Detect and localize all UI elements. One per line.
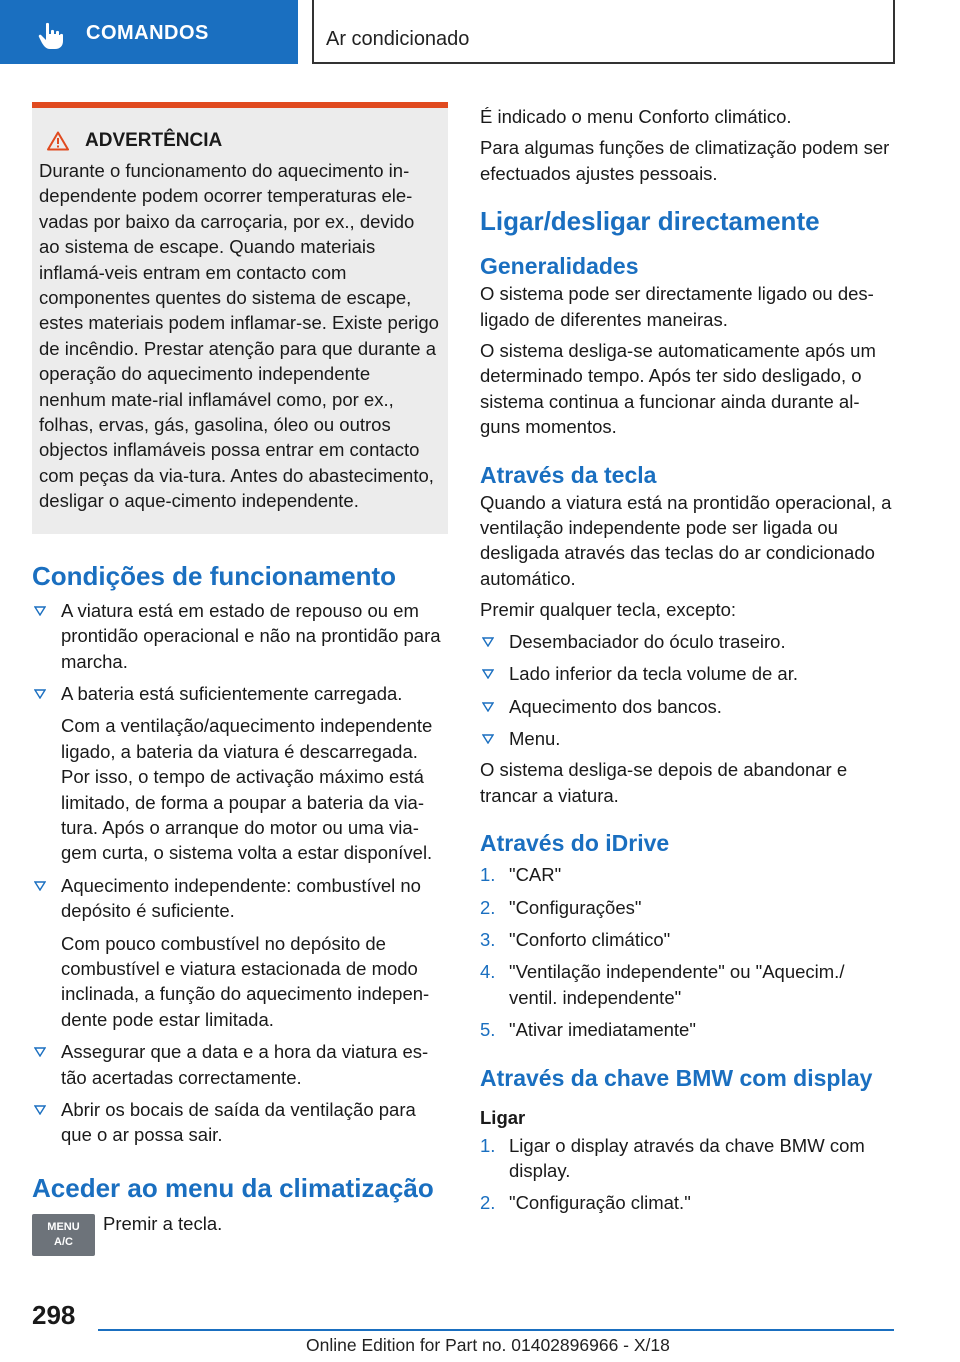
switch-on-steps bbox=[480, 1133, 896, 1216]
warning-text: Durante o funcionamento do aquecimento in-dependente podem ocorrer temperaturas ele-vadas por baixo da carroçaria, por ex., devido ao sistema de escape. Quando materiais inflamá-veis entram em contacto com componentes quentes do sistema de escape, estes materiais podem inflamar-se. Existe perigo de incêndio. Prestar atenção para que durante a operação do aquecimento independente nenhum mate-rial inflamável como, por ex., folhas, ervas, gás, gasolina, óleo ou outros objectos inflamáveis possa entrar em contacto com peças da via-tura. Antes do abastecimento, desligar o aque-cimento independente. bbox=[39, 160, 439, 512]
list-item: 1. Ligar o display através da chave BMW com display. bbox=[480, 1134, 865, 1181]
personal-settings-text: Para algumas funções de climatização podem ser efectuados ajustes pessoais. bbox=[480, 137, 890, 184]
chapter-tab[interactable] bbox=[0, 0, 298, 64]
list-item: A viatura está em estado de repouso ou em prontidão operacional e não na prontidão para marcha. bbox=[32, 598, 448, 674]
list-item: A bateria está suficientemente carregada. Com a ventilação/aquecimento independente ligado, a bateria da viatura é descarregada. Por isso, o tempo de activação máximo está limitado, de forma a poupar a bateria da via-tura. Após o arranque do motor ou uma via-gem curta, o sistema volta a estar disponível. bbox=[32, 681, 448, 866]
key-heading: Através da tecla bbox=[480, 461, 657, 488]
list-item: Aquecimento independente: combustível no depósito é suficiente. Com pouco combustível no depósito de combustível e viatura estacionada de modo inclinada, a função do aquecimento indepen-dente pode estar limitada. bbox=[32, 873, 448, 1032]
list-item: Aquecimento dos bancos. bbox=[480, 694, 896, 719]
triangle-bullet-icon bbox=[482, 637, 494, 647]
direct-heading: Ligar/desligar directamente bbox=[480, 206, 820, 237]
warning-title: ADVERTÊNCIA bbox=[85, 130, 223, 151]
list-item: 2. "Configuração climat." bbox=[480, 1192, 691, 1214]
hand-icon bbox=[38, 22, 64, 50]
key-paragraph-2: Premir qualquer tecla, excepto: bbox=[480, 599, 737, 621]
list-item: 3. "Conforto climático" bbox=[480, 928, 671, 950]
menu-ac-key-icon: MENU A/C bbox=[32, 1214, 95, 1256]
warning-heading bbox=[47, 130, 440, 152]
conditions-heading: Condições de funcionamento bbox=[32, 560, 397, 591]
warning-box bbox=[32, 102, 448, 534]
menu-result-text: É indicado o menu Conforto climático. bbox=[480, 106, 792, 127]
general-heading: Generalidades bbox=[480, 253, 639, 280]
general-paragraph-1: O sistema pode ser directamente ligado ou des-ligado de diferentes maneiras. bbox=[480, 283, 874, 330]
key-exceptions-list bbox=[480, 629, 896, 752]
triangle-bullet-icon bbox=[34, 689, 46, 699]
triangle-bullet-icon bbox=[482, 734, 494, 744]
list-item: 1. "CAR" bbox=[480, 864, 562, 886]
triangle-bullet-icon bbox=[482, 702, 494, 712]
chapter-label: COMANDOS bbox=[86, 22, 209, 44]
footer-divider bbox=[98, 1329, 894, 1331]
bmw-key-heading: Através da chave BMW com display bbox=[480, 1064, 873, 1091]
triangle-bullet-icon bbox=[34, 1047, 46, 1057]
list-item: Abrir os bocais de saída da ventilação para que o ar possa sair. bbox=[32, 1097, 448, 1148]
list-item: Lado inferior da tecla volume de ar. bbox=[480, 661, 896, 686]
conditions-list bbox=[32, 598, 448, 1148]
left-column bbox=[32, 102, 448, 1256]
triangle-bullet-icon bbox=[34, 881, 46, 891]
list-item: 5. "Ativar imediatamente" bbox=[480, 1019, 696, 1041]
idrive-heading: Através do iDrive bbox=[480, 830, 670, 857]
section-title: Ar condicionado bbox=[326, 28, 470, 50]
idrive-steps bbox=[480, 862, 896, 1042]
list-item: Desembaciador do óculo traseiro. bbox=[480, 629, 896, 654]
page-number: 298 bbox=[32, 1300, 76, 1330]
list-item: 4. "Ventilação independente" ou "Aquecim./ ventil. independente" bbox=[480, 961, 845, 1008]
menu-key-row bbox=[32, 1214, 448, 1256]
press-key-text: Premir a tecla. bbox=[103, 1212, 223, 1234]
section-header bbox=[312, 0, 895, 64]
list-item: Menu. bbox=[480, 726, 896, 751]
warning-triangle-icon bbox=[47, 131, 69, 151]
menu-access-heading: Aceder ao menu da climatização bbox=[32, 1172, 434, 1203]
triangle-bullet-icon bbox=[34, 606, 46, 616]
right-column bbox=[480, 104, 896, 1216]
key-paragraph-3: O sistema desliga-se depois de abandonar e trancar a viatura. bbox=[480, 759, 848, 806]
general-paragraph-2: O sistema desliga-se automaticamente após um determinado tempo. Após ter sido desligado, o sistema continua a funcionar ainda durante al-guns momentos. bbox=[480, 340, 876, 438]
triangle-bullet-icon bbox=[34, 1105, 46, 1115]
switch-on-heading: Ligar bbox=[480, 1106, 526, 1128]
edition-text: Online Edition for Part no. 01402896966 - X/18 bbox=[306, 1335, 670, 1355]
list-item: Assegurar que a data e a hora da viatura es-tão acertadas correctamente. bbox=[32, 1039, 448, 1090]
list-item: 2. "Configurações" bbox=[480, 896, 642, 918]
key-paragraph-1: Quando a viatura está na prontidão operacional, a ventilação independente pode ser ligada ou desligada através das teclas do ar condicionado automático. bbox=[480, 491, 892, 589]
triangle-bullet-icon bbox=[482, 669, 494, 679]
